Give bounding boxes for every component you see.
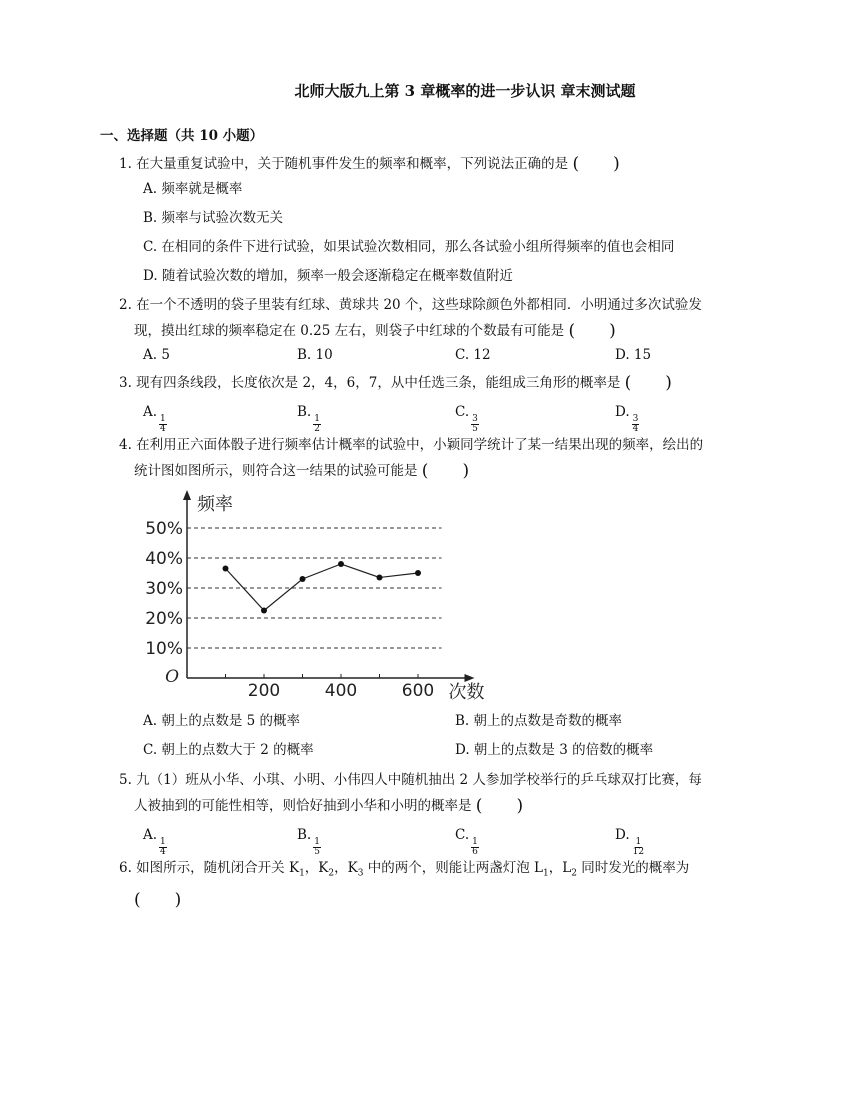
y-tick-label: 20% [145, 609, 183, 629]
q1-option-a[interactable]: A. 频率就是概率 [143, 181, 243, 197]
answer-blank[interactable]: ( ) [134, 889, 182, 910]
fraction: $\frac{1}{2}$ [314, 414, 320, 434]
q1-option-c[interactable]: C. 在相同的条件下进行试验，如果试验次数相同，那么各试验小组所得频率的值也会相同 [143, 239, 675, 255]
q1-option-b[interactable]: B. 频率与试验次数无关 [143, 210, 284, 226]
q5-option-b[interactable]: B. $\frac{1}{5}$ [297, 827, 320, 857]
fraction: $\frac{1}{6}$ [472, 837, 478, 857]
x-axis-arrow [465, 674, 475, 682]
answer-blank[interactable]: ( ) [475, 796, 524, 816]
section-heading: 一、选择题（共 10 小题） [100, 128, 264, 144]
question-4-stem: 4. 在利用正六面体骰子进行频率估计概率的试验中，小颖同学统计了某一结果出现的频率，绘出的 统计图如图所示，则符合这一结果的试验可能是 ( ) [119, 437, 704, 481]
answer-blank[interactable]: ( ) [421, 461, 470, 481]
fraction: $\frac{1}{5}$ [314, 837, 320, 857]
y-tick-label: 10% [145, 639, 183, 659]
y-tick-label: 30% [145, 579, 183, 599]
question-3-stem: 3. 现有四条线段，长度依次是 2，4，6，7，从中任选三条，能组成三角形的概率是 ( ) [119, 373, 672, 393]
answer-blank[interactable]: ( ) [568, 321, 616, 341]
q2-option-b[interactable]: B. 10 [297, 347, 333, 363]
question-1-stem: 1. 在大量重复试验中，关于随机事件发生的频率和概率，下列说法正确的是 ( ) [119, 154, 620, 174]
x-tick-label: 400 [324, 681, 358, 701]
y-tick-label: 50% [145, 519, 183, 539]
fraction: $\frac{1}{4}$ [160, 414, 166, 434]
answer-blank[interactable]: ( ) [572, 154, 620, 174]
origin-label: O [165, 667, 179, 687]
q4-option-a[interactable]: A. 朝上的点数是 5 的概率 [143, 713, 301, 729]
frequency-line-chart [140, 488, 510, 708]
fraction: $\frac{3}{4}$ [632, 414, 639, 434]
q1-option-d[interactable]: D. 随着试验次数的增加，频率一般会逐渐稳定在概率数值附近 [143, 268, 513, 284]
q5-option-d[interactable]: D. $\frac{1}{12}$ [615, 827, 645, 857]
data-point [300, 576, 306, 582]
q5-option-c[interactable]: C. $\frac{1}{6}$ [455, 827, 478, 857]
q4-option-b[interactable]: B. 朝上的点数是奇数的概率 [455, 713, 623, 729]
q5-option-a[interactable]: A. $\frac{1}{4}$ [143, 827, 166, 857]
y-axis-arrow [183, 490, 191, 500]
data-point [223, 566, 229, 572]
question-2-stem: 2. 在一个不透明的袋子里装有红球、黄球共 20 个，这些球除颜色外都相同．小明通过多次试验发 现，摸出红球的频率稳定在 0.25 左右，则袋子中红球的个数最有可能是 ( ) [119, 297, 702, 341]
data-point [377, 575, 383, 581]
x-tick-label: 600 [401, 681, 435, 701]
y-tick-label: 40% [145, 549, 183, 569]
fraction: $\frac{3}{5}$ [472, 414, 478, 434]
data-point [338, 561, 344, 567]
y-axis-label: 频率 [197, 494, 233, 515]
answer-blank[interactable]: ( ) [624, 373, 672, 393]
data-point [415, 570, 421, 576]
q3-option-b[interactable]: B. $\frac{1}{2}$ [297, 404, 320, 434]
question-6-stem: 6. 如图所示，随机闭合开关 $K_1$，$K_2$，$K_3$ 中的两个，则能让两盏灯泡 $L_1$，$L_2$ 同时发光的概率为 ( ) [119, 860, 690, 910]
q3-option-a[interactable]: A. $\frac{1}{4}$ [143, 404, 166, 434]
data-point [261, 608, 267, 614]
q3-option-c[interactable]: C. $\frac{3}{5}$ [455, 404, 478, 434]
page-title: 北师大版九上第 3 章概率的进一步认识 章末测试题 [294, 82, 636, 100]
q4-option-d[interactable]: D. 朝上的点数是 3 的倍数的概率 [455, 742, 654, 758]
x-axis-label: 次数 [448, 682, 485, 703]
q2-option-d[interactable]: D. 15 [615, 347, 652, 363]
x-tick-label: 200 [247, 681, 281, 701]
series-line [226, 564, 419, 611]
question-5-stem: 5. 九（1）班从小华、小琪、小明、小伟四人中随机抽出 2 人参加学校举行的乒乓球双打比赛，每 人被抽到的可能性相等，则恰好抽到小华和小明的概率是 ( ) [119, 772, 702, 816]
fraction: $\frac{1}{4}$ [160, 837, 166, 857]
q4-option-c[interactable]: C. 朝上的点数大于 2 的概率 [143, 742, 314, 758]
q2-option-a[interactable]: A. 5 [143, 347, 170, 363]
q3-option-d[interactable]: D. $\frac{3}{4}$ [615, 404, 639, 434]
fraction: $\frac{1}{12}$ [632, 837, 645, 857]
q2-option-c[interactable]: C. 12 [455, 347, 491, 363]
